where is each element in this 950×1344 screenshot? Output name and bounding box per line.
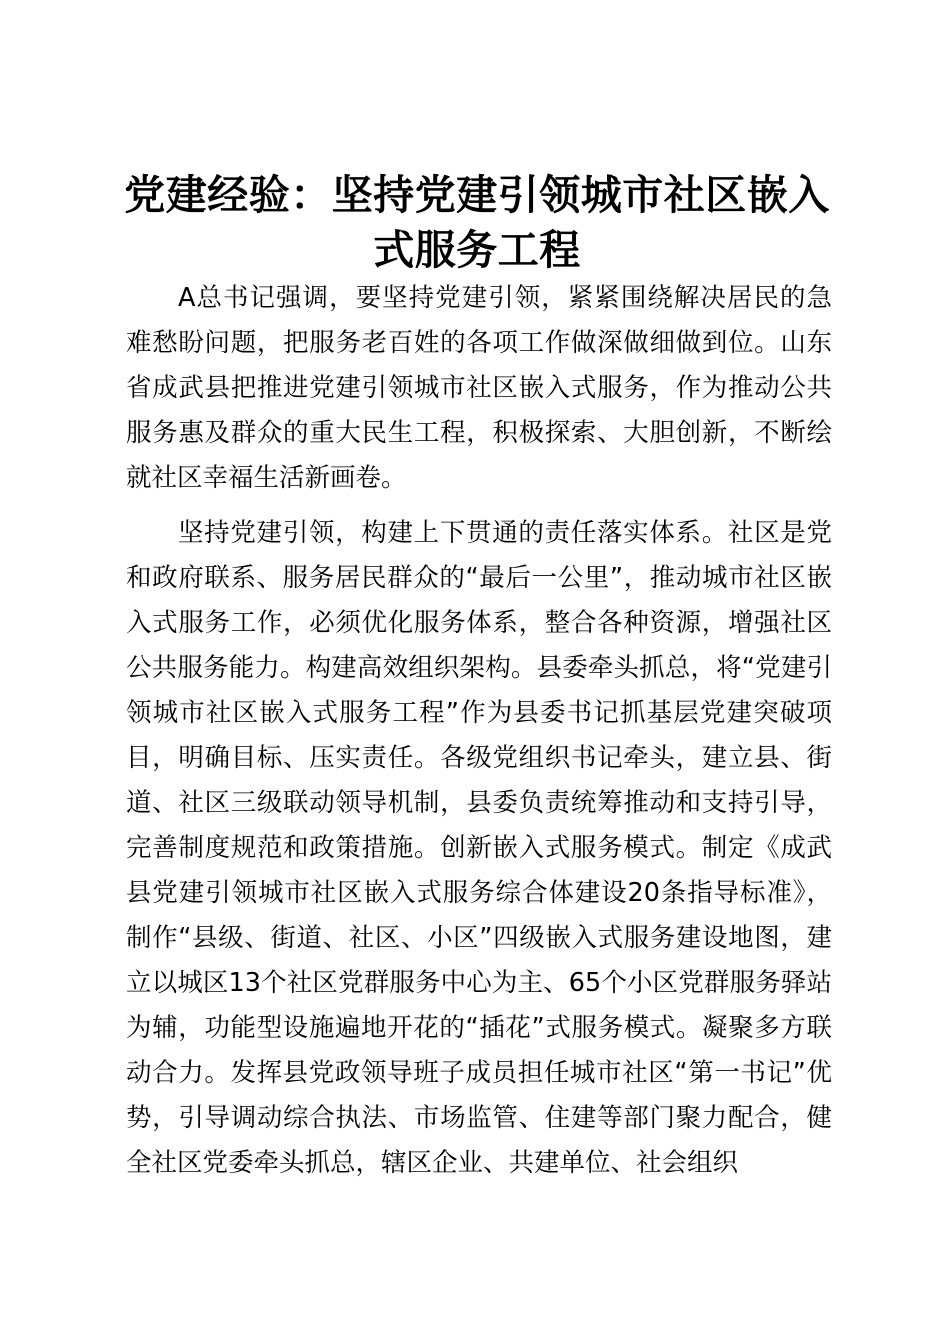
document-body: [126, 276, 832, 1186]
title-line-2: 式服务工程: [373, 226, 581, 274]
paragraph-party-leadership: 坚持党建引领，构建上下贯通的责任落实体系。社区是党和政府联系、服务居民群众的“最后一公里”，推动城市社区嵌入式服务工作，必须优化服务体系，整合各种资源，增强社区公共服务能力。构建高效组织架构。县委牵头抓总，将“党建引领城市社区嵌入式服务工程”作为县委书记抓基层党建突破项目，明确目标、压实责任。各级党组织书记牵头，建立县、街道、社区三级联动领导机制，县委负责统筹推动和支持引导，完善制度规范和政策措施。创新嵌入式服务模式。制定《成武县党建引领城市社区嵌入式服务综合体建设20条指导标准》，制作“县级、街道、社区、小区”四级嵌入式服务建设地图，建立以城区13个社区党群服务中心为主、65个小区党群服务驿站为辅，功能型设施遍地开花的“插花”式服务模式。凝聚多方联动合力。发挥县党政领导班子成员担任城市社区“第一书记”优势，引导调动综合执法、市场监管、住建等部门聚力配合，健全社区党委牵头抓总，辖区企业、共建单位、社会组织: [126, 518, 832, 1178]
paragraph-intro: A总书记强调，要坚持党建引领，紧紧围绕解决居民的急难愁盼问题，把服务老百姓的各项工作做深做细做到位。山东省成武县把推进党建引领城市社区嵌入式服务，作为推动公共服务惠及群众的重大民生工程，积极探索、大胆创新，不断绘就社区幸福生活新画卷。: [126, 283, 832, 493]
document-title: [118, 168, 836, 278]
title-line-1: 党建经验：坚持党建引领城市社区嵌入: [124, 171, 830, 219]
